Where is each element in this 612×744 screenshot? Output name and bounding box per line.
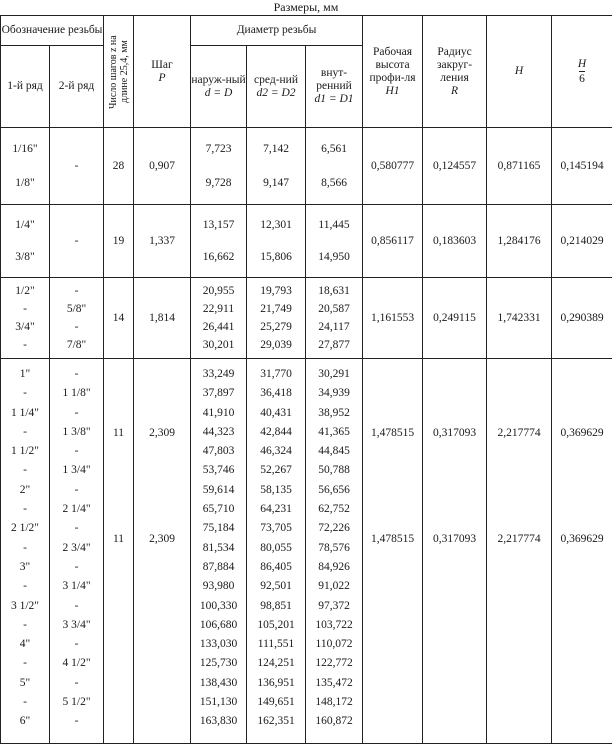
cell-value: 58,135 [247, 481, 305, 500]
mid-diameter-symbol: d2 = D2 [256, 87, 295, 99]
cell-value: - [50, 635, 103, 654]
cell-value: 6,561 [306, 143, 362, 155]
h6-cell: 0,214029 [552, 205, 612, 278]
cell-value: 13,157 [191, 219, 246, 231]
pitch-label: Шаг [134, 59, 190, 72]
cell-value: 97,372 [306, 597, 362, 616]
cell-value: 14,950 [306, 251, 362, 263]
cell-value: - [50, 404, 103, 423]
row2-header: 2-й ряд [50, 46, 104, 128]
cell-value: 98,851 [247, 597, 305, 616]
cell-value: 1/8" [1, 177, 49, 189]
z-value-a: 11 [104, 427, 133, 439]
cell-value: 44,845 [306, 442, 362, 461]
cell-value: - [50, 321, 103, 333]
work-height-value-a: 1,478515 [363, 427, 422, 439]
row1-values [1, 128, 49, 204]
header-row-1 [1, 16, 612, 46]
radius-cell: 0,183603 [423, 205, 487, 278]
cell-value: - [1, 654, 49, 673]
cell-value: 59,614 [191, 481, 246, 500]
cell-value: 56,656 [306, 481, 362, 500]
work-height-symbol: H1 [386, 85, 400, 97]
outer-values [191, 128, 246, 204]
row2-values [50, 359, 103, 736]
h6-header [552, 16, 612, 128]
cell-value: 1 1/4" [1, 404, 49, 423]
inner-diameter-symbol: d1 = D1 [314, 93, 353, 105]
cell-value: 30,291 [306, 365, 362, 384]
cell-value: 87,884 [191, 558, 246, 577]
mid-diameter-header [247, 46, 306, 128]
cell-value: 162,351 [247, 712, 305, 731]
cell-value: 4 1/2" [50, 654, 103, 673]
z-value-b: 11 [104, 533, 133, 545]
cell-value: 44,323 [191, 423, 246, 442]
cell-value: 18,631 [306, 285, 362, 297]
cell-value: 75,184 [191, 519, 246, 538]
cell-value: - [1, 461, 49, 480]
cell-value: 19,793 [247, 285, 305, 297]
diameter-header: Диаметр резьбы [191, 16, 363, 46]
cell-value: - [50, 597, 103, 616]
pitch-value-b: 2,309 [134, 533, 190, 545]
cell-value: 25,279 [247, 321, 305, 333]
cell-value: 1 3/4" [50, 461, 103, 480]
pitch-cell: 1,337 [134, 205, 191, 278]
cell-value: 3 1/4" [50, 577, 103, 596]
cell-value: - [1, 423, 49, 442]
outer-values [191, 205, 246, 277]
cell-value: 46,324 [247, 442, 305, 461]
cell-value: 11,445 [306, 219, 362, 231]
cell-value: 22,911 [191, 303, 246, 315]
cell-value: 41,910 [191, 404, 246, 423]
h6-cell: 0,145194 [552, 128, 612, 205]
h6-cell: 0,290389 [552, 278, 612, 359]
cell-value: 24,117 [306, 321, 362, 333]
row1-values [1, 359, 49, 736]
cell-value: 1 3/8" [50, 423, 103, 442]
cell-value: 7,142 [247, 143, 305, 155]
cell-value: 6" [1, 712, 49, 731]
row1-values [1, 278, 49, 358]
table-row [1, 205, 612, 278]
cell-value: - [50, 285, 103, 297]
radius-value-a: 0,317093 [423, 427, 486, 439]
cell-value: 16,662 [191, 251, 246, 263]
work-height-cell: 0,580777 [363, 128, 423, 205]
cell-value: 27,877 [306, 339, 362, 351]
z-cell: 14 [104, 278, 134, 359]
cell-value: 163,830 [191, 712, 246, 731]
cell-value: 3/8" [1, 251, 49, 263]
h-cell: 1,284176 [487, 205, 552, 278]
radius-value-b: 0,317093 [423, 533, 486, 545]
mid-values [247, 278, 305, 358]
pitch-header [134, 16, 191, 128]
h-value-a: 2,217774 [487, 427, 551, 439]
table-caption: Размеры, мм [0, 0, 612, 14]
radius-header [423, 16, 487, 128]
cell-value: 53,746 [191, 461, 246, 480]
row2-values [50, 205, 103, 277]
cell-value: 62,752 [306, 500, 362, 519]
cell-value: 42,844 [247, 423, 305, 442]
cell-value: - [1, 384, 49, 403]
cell-value: 124,251 [247, 654, 305, 673]
radius-cell: 0,124557 [423, 128, 487, 205]
cell-value: 37,897 [191, 384, 246, 403]
mid-values [247, 359, 305, 736]
cell-value: 33,249 [191, 365, 246, 384]
cell-value: - [50, 519, 103, 538]
thread-dimensions-table [0, 15, 612, 744]
cell-value: 1/4" [1, 219, 49, 231]
row2-values [50, 128, 103, 204]
pitch-cell: 1,814 [134, 278, 191, 359]
cell-value: 38,952 [306, 404, 362, 423]
h-symbol: H [515, 65, 523, 77]
cell-value: 29,039 [247, 339, 305, 351]
radius-symbol: R [451, 85, 458, 97]
cell-value: 5" [1, 674, 49, 693]
cell-value: 110,072 [306, 635, 362, 654]
cell-value: 52,267 [247, 461, 305, 480]
cell-value: 138,430 [191, 674, 246, 693]
cell-value: 2" [1, 481, 49, 500]
cell-value: 41,365 [306, 423, 362, 442]
h6-denominator: 6 [579, 71, 585, 86]
cell-value: - [50, 442, 103, 461]
inner-values [306, 359, 362, 736]
cell-value: 7,723 [191, 143, 246, 155]
inner-values [306, 278, 362, 358]
cell-value: 5 1/2" [50, 693, 103, 712]
cell-value: 20,587 [306, 303, 362, 315]
cell-value: 1" [1, 365, 49, 384]
cell-value: 135,472 [306, 674, 362, 693]
work-height-header [363, 16, 423, 128]
cell-value: 3/4" [1, 321, 49, 333]
cell-value: - [1, 539, 49, 558]
cell-value: 151,130 [191, 693, 246, 712]
cell-value: 160,872 [306, 712, 362, 731]
h-cell: 0,871165 [487, 128, 552, 205]
h6-value-a: 0,369629 [552, 427, 612, 439]
outer-values [191, 359, 246, 736]
table-row [1, 359, 612, 744]
pitch-cell: 0,907 [134, 128, 191, 205]
cell-value: - [50, 235, 103, 247]
row1-values [1, 205, 49, 277]
cell-value: 81,534 [191, 539, 246, 558]
h6-value-b: 0,369629 [552, 533, 612, 545]
cell-value: - [50, 712, 103, 731]
cell-value: 84,926 [306, 558, 362, 577]
cell-value: 93,980 [191, 577, 246, 596]
cell-value: 4" [1, 635, 49, 654]
cell-value: 105,201 [247, 616, 305, 635]
work-height-cell: 0,856117 [363, 205, 423, 278]
cell-value: 1 1/2" [1, 442, 49, 461]
work-height-cell: 1,161553 [363, 278, 423, 359]
cell-value: 111,551 [247, 635, 305, 654]
cell-value: 21,749 [247, 303, 305, 315]
radius-cell: 0,249115 [423, 278, 487, 359]
inner-values [306, 205, 362, 277]
cell-value: 106,680 [191, 616, 246, 635]
cell-value: 12,301 [247, 219, 305, 231]
cell-value: - [50, 160, 103, 172]
cell-value: 72,226 [306, 519, 362, 538]
cell-value: 80,055 [247, 539, 305, 558]
designation-header: Обозначение резьбы [1, 16, 104, 46]
threads-per-inch-label: Число шагов z на длине 25,4, мм [108, 31, 130, 113]
outer-values [191, 278, 246, 358]
mid-diameter-label: сред-ний [247, 74, 305, 87]
cell-value: 3" [1, 558, 49, 577]
cell-value: - [50, 674, 103, 693]
mid-values [247, 205, 305, 277]
cell-value: 148,172 [306, 693, 362, 712]
h6-numerator: H [578, 58, 586, 70]
cell-value: - [1, 339, 49, 351]
radius-label: Радиус закруг-ления [423, 46, 486, 85]
h-header [487, 16, 552, 128]
cell-value: - [1, 616, 49, 635]
cell-value: 3 3/4" [50, 616, 103, 635]
cell-value: 103,722 [306, 616, 362, 635]
cell-value: - [1, 693, 49, 712]
cell-value: 1/16" [1, 143, 49, 155]
pitch-symbol: P [159, 72, 166, 84]
outer-diameter-symbol: d = D [205, 87, 233, 99]
outer-diameter-label: наруж-ный [191, 74, 246, 87]
row1-header: 1-й ряд [1, 46, 50, 128]
cell-value: 9,147 [247, 177, 305, 189]
cell-value: 86,405 [247, 558, 305, 577]
z-cell: 19 [104, 205, 134, 278]
cell-value: 125,730 [191, 654, 246, 673]
inner-values [306, 128, 362, 204]
h-value-b: 2,217774 [487, 533, 551, 545]
cell-value: 64,231 [247, 500, 305, 519]
cell-value: 92,501 [247, 577, 305, 596]
cell-value: 50,788 [306, 461, 362, 480]
h-cell: 1,742331 [487, 278, 552, 359]
cell-value: 1 1/8" [50, 384, 103, 403]
inner-diameter-label: внут-ренний [306, 67, 362, 93]
cell-value: 91,022 [306, 577, 362, 596]
cell-value: 30,201 [191, 339, 246, 351]
cell-value: 136,951 [247, 674, 305, 693]
cell-value: 133,030 [191, 635, 246, 654]
table-row [1, 128, 612, 205]
cell-value: - [1, 577, 49, 596]
cell-value: 2 1/2" [1, 519, 49, 538]
cell-value: - [50, 365, 103, 384]
work-height-label: Рабочая высота профи-ля [363, 46, 422, 85]
threads-per-inch-header [104, 16, 134, 128]
cell-value: 36,418 [247, 384, 305, 403]
cell-value: 78,576 [306, 539, 362, 558]
cell-value: 2 3/4" [50, 539, 103, 558]
outer-diameter-header [191, 46, 247, 128]
work-height-value-b: 1,478515 [363, 533, 422, 545]
cell-value: 65,710 [191, 500, 246, 519]
row2-values [50, 278, 103, 358]
cell-value: 8,566 [306, 177, 362, 189]
mid-values [247, 128, 305, 204]
cell-value: 3 1/2" [1, 597, 49, 616]
cell-value: 2 1/4" [50, 500, 103, 519]
cell-value: 34,939 [306, 384, 362, 403]
cell-value: 1/2" [1, 285, 49, 297]
inner-diameter-header [306, 46, 363, 128]
cell-value: 149,651 [247, 693, 305, 712]
cell-value: 40,431 [247, 404, 305, 423]
cell-value: - [1, 303, 49, 315]
cell-value: - [50, 558, 103, 577]
cell-value: - [1, 500, 49, 519]
cell-value: - [50, 481, 103, 500]
cell-value: 31,770 [247, 365, 305, 384]
cell-value: 9,728 [191, 177, 246, 189]
cell-value: 15,806 [247, 251, 305, 263]
cell-value: 5/8" [50, 303, 103, 315]
cell-value: 20,955 [191, 285, 246, 297]
cell-value: 47,803 [191, 442, 246, 461]
cell-value: 26,441 [191, 321, 246, 333]
cell-value: 7/8" [50, 339, 103, 351]
cell-value: 73,705 [247, 519, 305, 538]
cell-value: 122,772 [306, 654, 362, 673]
pitch-value-a: 2,309 [134, 427, 190, 439]
table-row [1, 278, 612, 359]
z-cell: 28 [104, 128, 134, 205]
cell-value: 100,330 [191, 597, 246, 616]
